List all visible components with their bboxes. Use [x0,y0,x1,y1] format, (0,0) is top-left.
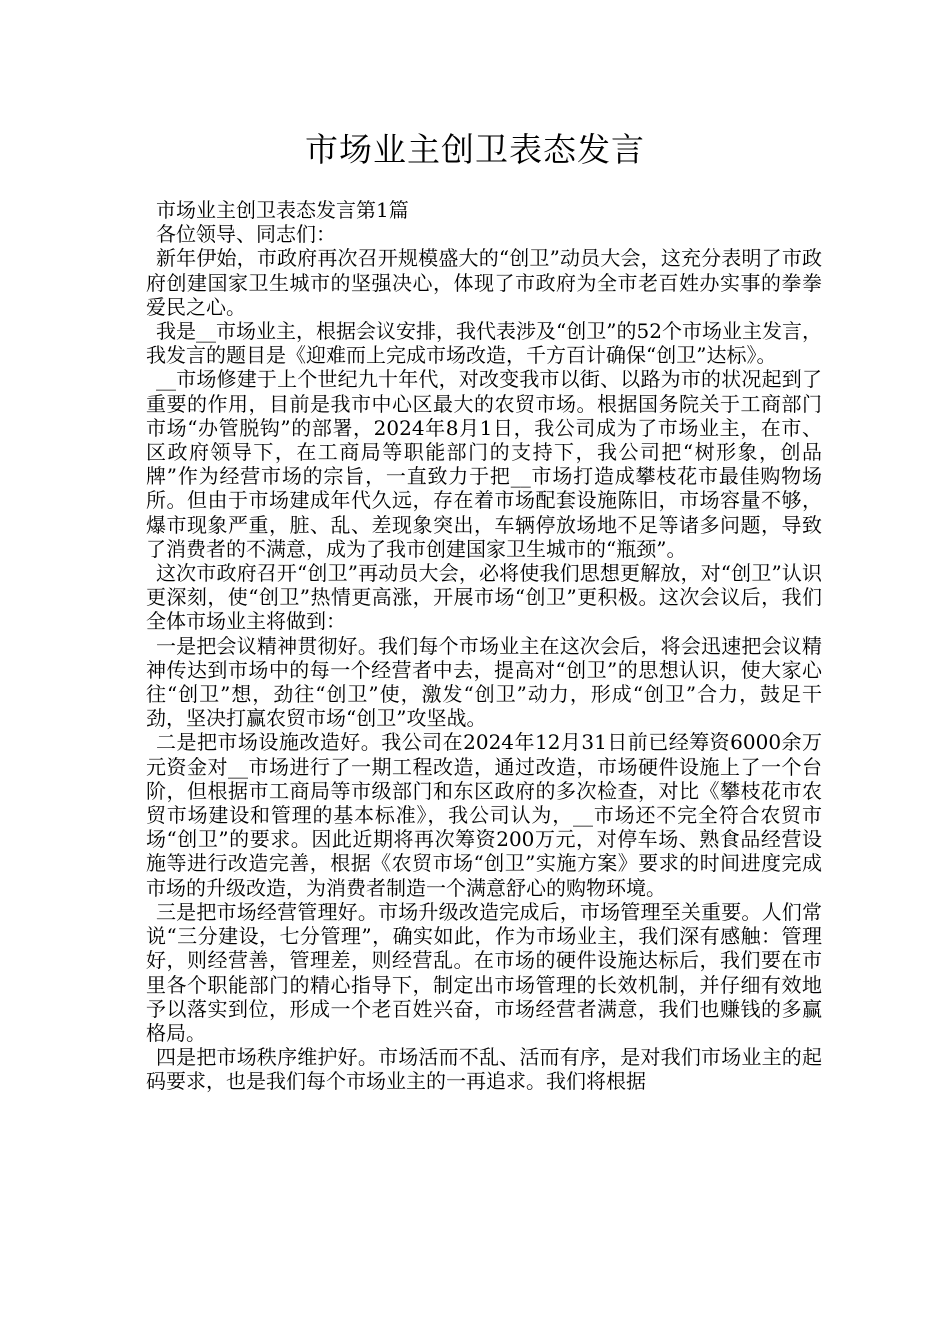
paragraph: 我是__市场业主，根据会议安排，我代表涉及“创卫”的52个市场业主发言，我发言的题目是《迎难而上完成市场改造，千方百计确保“创卫”达标》。 [146,319,822,368]
paragraph: 新年伊始，市政府再次召开规模盛大的“创卫”动员大会，这充分表明了市政府创建国家卫生城市的坚强决心，体现了市政府为全市老百姓办实事的拳拳爱民之心。 [146,246,822,319]
paragraph: 四是把市场秩序维护好。市场活而不乱、活而有序，是对我们市场业主的起码要求，也是我们每个市场业主的一再追求。我们将根据 [146,1045,822,1094]
section-heading: 市场业主创卫表态发言第1篇 [156,198,409,222]
salutation: 各位领导、同志们： [156,222,336,247]
document-body [146,198,822,1094]
paragraph: 这次市政府召开“创卫”再动员大会，必将使我们思想更解放，对“创卫”认识更深刻，使“创卫”热情更高涨，开展市场“创卫”更积极。这次会议后，我们全体市场业主将做到： [146,561,822,634]
paragraph: 一是把会议精神贯彻好。我们每个市场业主在这次会后，将会迅速把会议精神传达到市场中的每一个经营者中去，提高对“创卫”的思想认识，使大家心往“创卫”想，劲往“创卫”使，激发“创卫”动力，形成“创卫”合力，鼓足干劲，坚决打赢农贸市场“创卫”攻坚战。 [146,633,822,731]
document-title: 市场业主创卫表态发言 [305,130,645,169]
paragraph: 三是把市场经营管理好。市场升级改造完成后，市场管理至关重要。人们常说“三分建设，七分管理”，确实如此，作为市场业主，我们深有感触：管理好，则经营善，管理差，则经营乱。在市场的硬件设施达标后，我们要在市里各个职能部门的精心指导下，制定出市场管理的长效机制，并仔细有效地予以落实到位，形成一个老百姓兴奋，市场经营者满意，我们也赚钱的多赢格局。 [146,899,822,1045]
paragraph: 二是把市场设施改造好。我公司在2024年12月31日前已经筹资6000余万元资金对__市场进行了一期工程改造，通过改造，市场硬件设施上了一个台阶，但根据市工商局等市级部门和东区政府的多次检查，对比《攀枝花市农贸市场建设和管理的基本标准》，我公司认为，__市场还不完全符合农贸市场“创卫”的要求。因此近期将再次筹资200万元，对停车场、熟食品经营设施等进行改造完善，根据《农贸市场“创卫”实施方案》要求的时间进度完成市场的升级改造，为消费者制造一个满意舒心的购物环境。 [146,730,822,900]
paragraph: __市场修建于上个世纪九十年代，对改变我市以街、以路为市的状况起到了重要的作用，目前是我市中心区最大的农贸市场。根据国务院关于工商部门市场“办管脱钩”的部署，2024年8月1日，我公司成为了市场业主，在市、区政府领导下，在工商局等职能部门的支持下，我公司把“树形象，创品牌”作为经营市场的宗旨，一直致力于把__市场打造成攀枝花市最佳购物场所。但由于市场建成年代久远，存在着市场配套设施陈旧，市场容量不够，爆市现象严重，脏、乱、差现象突出，车辆停放场地不足等诸多问题，导致了消费者的不满意，成为了我市创建国家卫生城市的“瓶颈”。 [146,367,822,561]
